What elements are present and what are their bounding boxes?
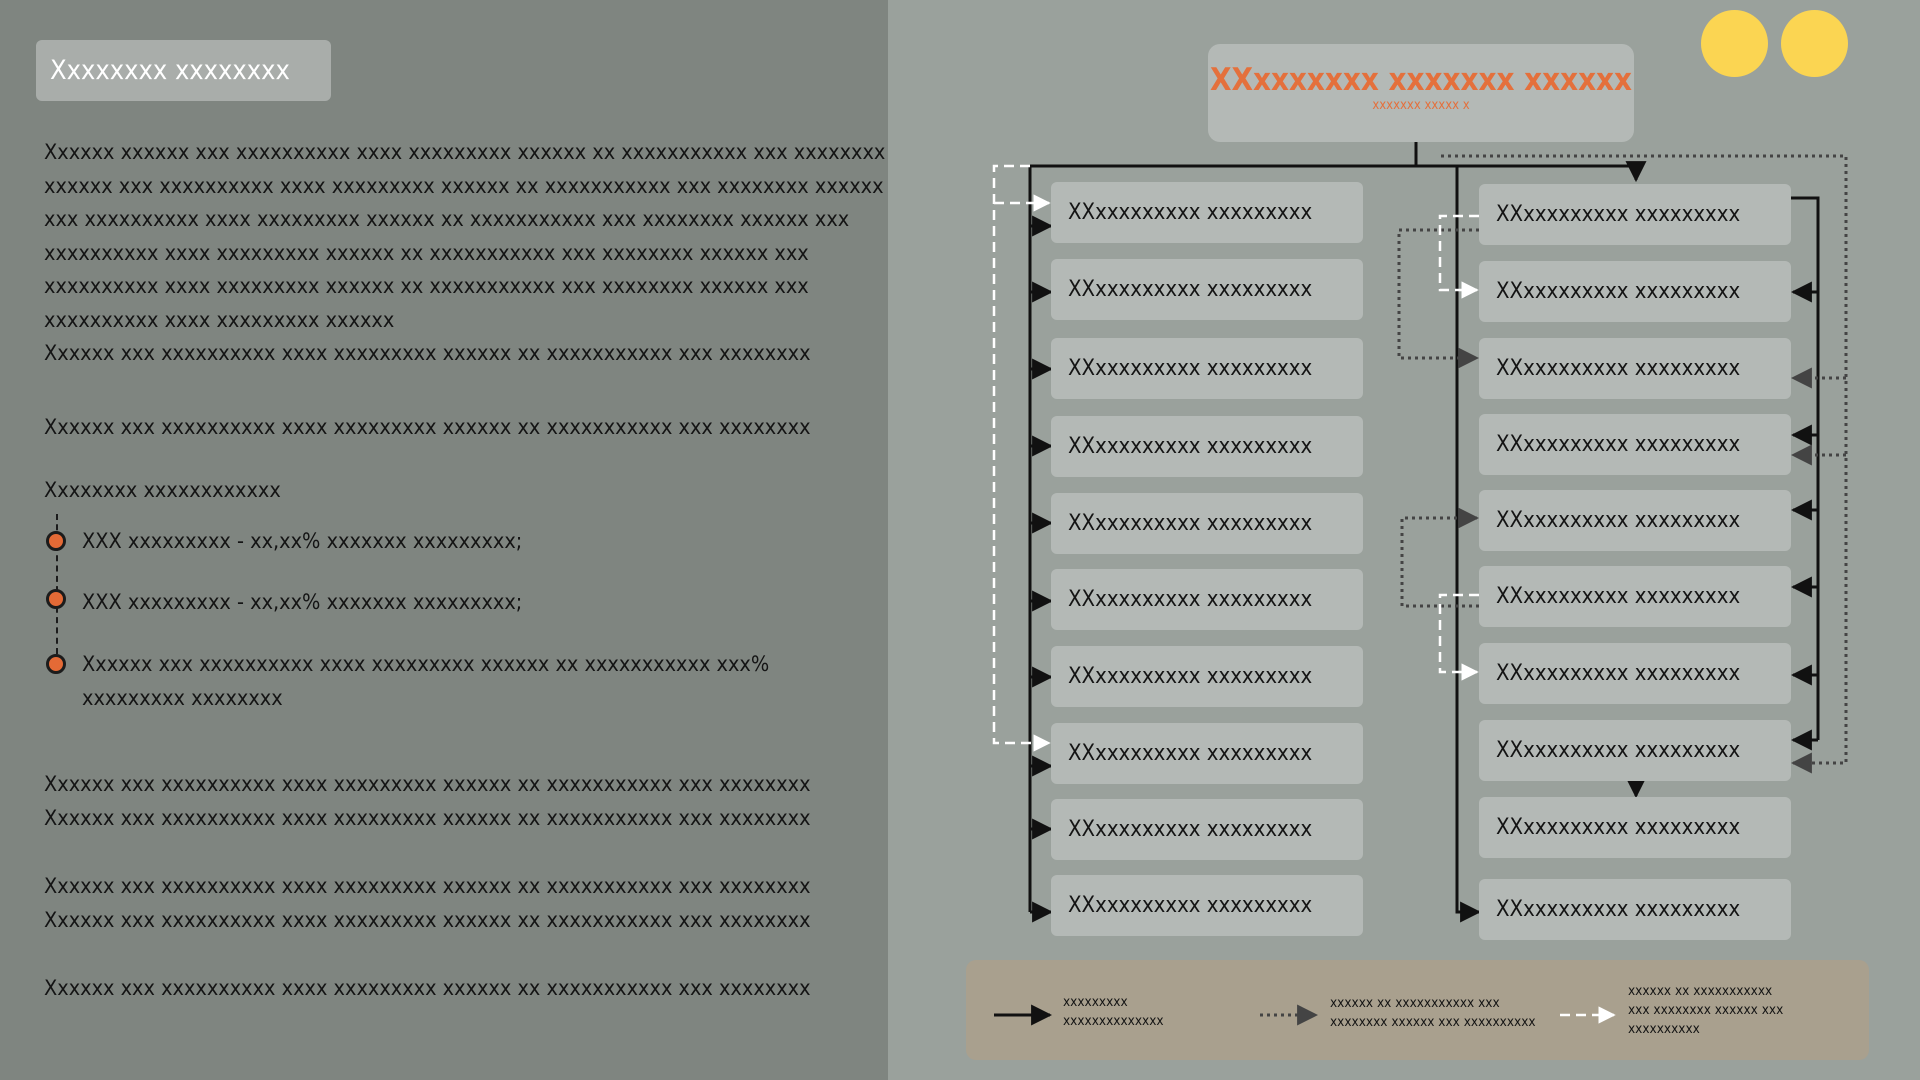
right-node-4: XXxxxxxxxxx xxxxxxxxx xyxy=(1479,414,1791,475)
legend-line: xxxxxx xx xxxxxxxxxxx xxx xyxy=(1330,995,1500,1011)
text-line: Xxxxxx xxx xxxxxxxxxx xxxx xxxxxxxxx xxxxxx xx xxxxxxxxxxx xxx xxxxxxxx xyxy=(44,805,811,831)
text-line: Xxxxxx xxxxxx xxx xxxxxxxxxx xxxx xxxxxxxxx xxxxxx xx xxxxxxxxxxx xxx xxxxxxxx xyxy=(44,140,886,165)
text-line: Xxxxxx xxx xxxxxxxxxx xxxx xxxxxxxxx xxxxxx xx xxxxxxxxxxx xxx xxxxxxxx xyxy=(44,976,811,1001)
right-node-7: XXxxxxxxxxx xxxxxxxxx xyxy=(1479,643,1791,704)
text-line: Xxxxxx xxx xxxxxxxxxx xxxx xxxxxxxxx xxxxxx xx xxxxxxxxxxx xxx xxxxxxxx xyxy=(44,341,811,366)
left-node-3: XXxxxxxxxxx xxxxxxxxx xyxy=(1051,338,1363,399)
legend-line: xxxxxxxxxxxxxx xyxy=(1063,1013,1164,1029)
left-node-6: XXxxxxxxxxx xxxxxxxxx xyxy=(1051,569,1363,630)
legend-dashed-label xyxy=(1628,982,1783,1039)
left-node-2: XXxxxxxxxxx xxxxxxxxx xyxy=(1051,259,1363,320)
text-line: Xxxxxx xxx xxxxxxxxxx xxxx xxxxxxxxx xxxxxx xx xxxxxxxxxxx xxx% xyxy=(82,652,770,677)
section-title: Xxxxxxxx xxxxxxxx xyxy=(36,40,331,101)
left-node-10: XXxxxxxxxxx xxxxxxxxx xyxy=(1051,875,1363,936)
left-node-5: XXxxxxxxxxx xxxxxxxxx xyxy=(1051,493,1363,554)
right-node-3: XXxxxxxxxxx xxxxxxxxx xyxy=(1479,338,1791,399)
text-line: Xxxxxx xxx xxxxxxxxxx xxxx xxxxxxxxx xxxxxx xx xxxxxxxxxxx xxx xxxxxxxx xyxy=(44,907,811,933)
text-line: Xxxxxx xxx xxxxxxxxxx xxxx xxxxxxxxx xxxxxx xx xxxxxxxxxxx xxx xxxxxxxx xyxy=(44,415,811,440)
left-node-4: XXxxxxxxxxx xxxxxxxxx xyxy=(1051,416,1363,477)
right-node-10: XXxxxxxxxxx xxxxxxxxx xyxy=(1479,879,1791,940)
text-line: Xxxxxxxx xxxxxxxxxxxx xyxy=(44,478,281,503)
right-node-9: XXxxxxxxxxx xxxxxxxxx xyxy=(1479,797,1791,858)
left-node-1: XXxxxxxxxxx xxxxxxxxx xyxy=(1051,182,1363,243)
legend-line: xxxxxxxxx xyxy=(1063,994,1128,1010)
legend-line: xxxxxx xx xxxxxxxxxxx xyxy=(1628,983,1773,999)
right-node-5: XXxxxxxxxxx xxxxxxxxx xyxy=(1479,490,1791,551)
text-line: xxxxxxxxxx xxxx xxxxxxxxx xxxxxx xx xxxxxxxxxxx xxx xxxxxxxx xxxxxx xxx xyxy=(44,274,809,299)
legend-solid-label xyxy=(1063,993,1164,1031)
right-node-8: XXxxxxxxxxx xxxxxxxxx xyxy=(1479,720,1791,781)
legend-line: xxxxxxxxxx xyxy=(1628,1021,1700,1037)
text-line: xxxxxxxxxx xxxx xxxxxxxxx xxxxxx xx xxxxxxxxxxx xxx xxxxxxxx xxxxxx xxx xyxy=(44,240,809,266)
text-line: xxxxxxxxx xxxxxxxx xyxy=(82,686,283,711)
text-line: Xxxxxx xxx xxxxxxxxxx xxxx xxxxxxxxx xxxxxx xx xxxxxxxxxxx xxx xxxxxxxx xyxy=(44,874,811,899)
left-node-7: XXxxxxxxxxx xxxxxxxxx xyxy=(1051,646,1363,707)
diagram-header-title: XXxxxxxxx xxxxxxx xxxxxx xyxy=(1209,62,1633,98)
text-line: xxx xxxxxxxxxx xxxx xxxxxxxxx xxxxxx xx xxxxxxxxxxx xxx xxxxxxxx xxxxxx xxx xyxy=(44,207,850,232)
left-node-8: XXxxxxxxxxx xxxxxxxxx xyxy=(1051,723,1363,784)
diagram-header-subtitle: xxxxxxx xxxxx x xyxy=(1372,98,1470,113)
bullet-item-2: XXX xxxxxxxxx - xx,xx% xxxxxxx xxxxxxxxx; xyxy=(82,590,523,615)
text-line: Xxxxxx xxx xxxxxxxxxx xxxx xxxxxxxxx xxxxxx xx xxxxxxxxxxx xxx xxxxxxxx xyxy=(44,772,811,797)
right-node-1: XXxxxxxxxxx xxxxxxxxx xyxy=(1479,184,1791,245)
legend-line: xxxxxxxx xxxxxx xxx xxxxxxxxxx xyxy=(1330,1014,1536,1030)
text-line: xxxxxxxxxx xxxx xxxxxxxxx xxxxxx xyxy=(44,307,395,333)
right-node-2: XXxxxxxxxxx xxxxxxxxx xyxy=(1479,261,1791,322)
left-node-9: XXxxxxxxxxx xxxxxxxxx xyxy=(1051,799,1363,860)
right-node-6: XXxxxxxxxxx xxxxxxxxx xyxy=(1479,566,1791,627)
bullet-item-1: XXX xxxxxxxxx - xx,xx% xxxxxxx xxxxxxxxx; xyxy=(82,529,523,554)
legend-dotted-label xyxy=(1330,994,1536,1032)
diagram-header-box xyxy=(1208,44,1634,142)
text-line: xxxxxx xxx xxxxxxxxxx xxxx xxxxxxxxx xxxxxx xx xxxxxxxxxxx xxx xxxxxxxx xxxxxx xyxy=(44,173,884,199)
legend-line: xxx xxxxxxxx xxxxxx xxx xyxy=(1628,1002,1784,1018)
